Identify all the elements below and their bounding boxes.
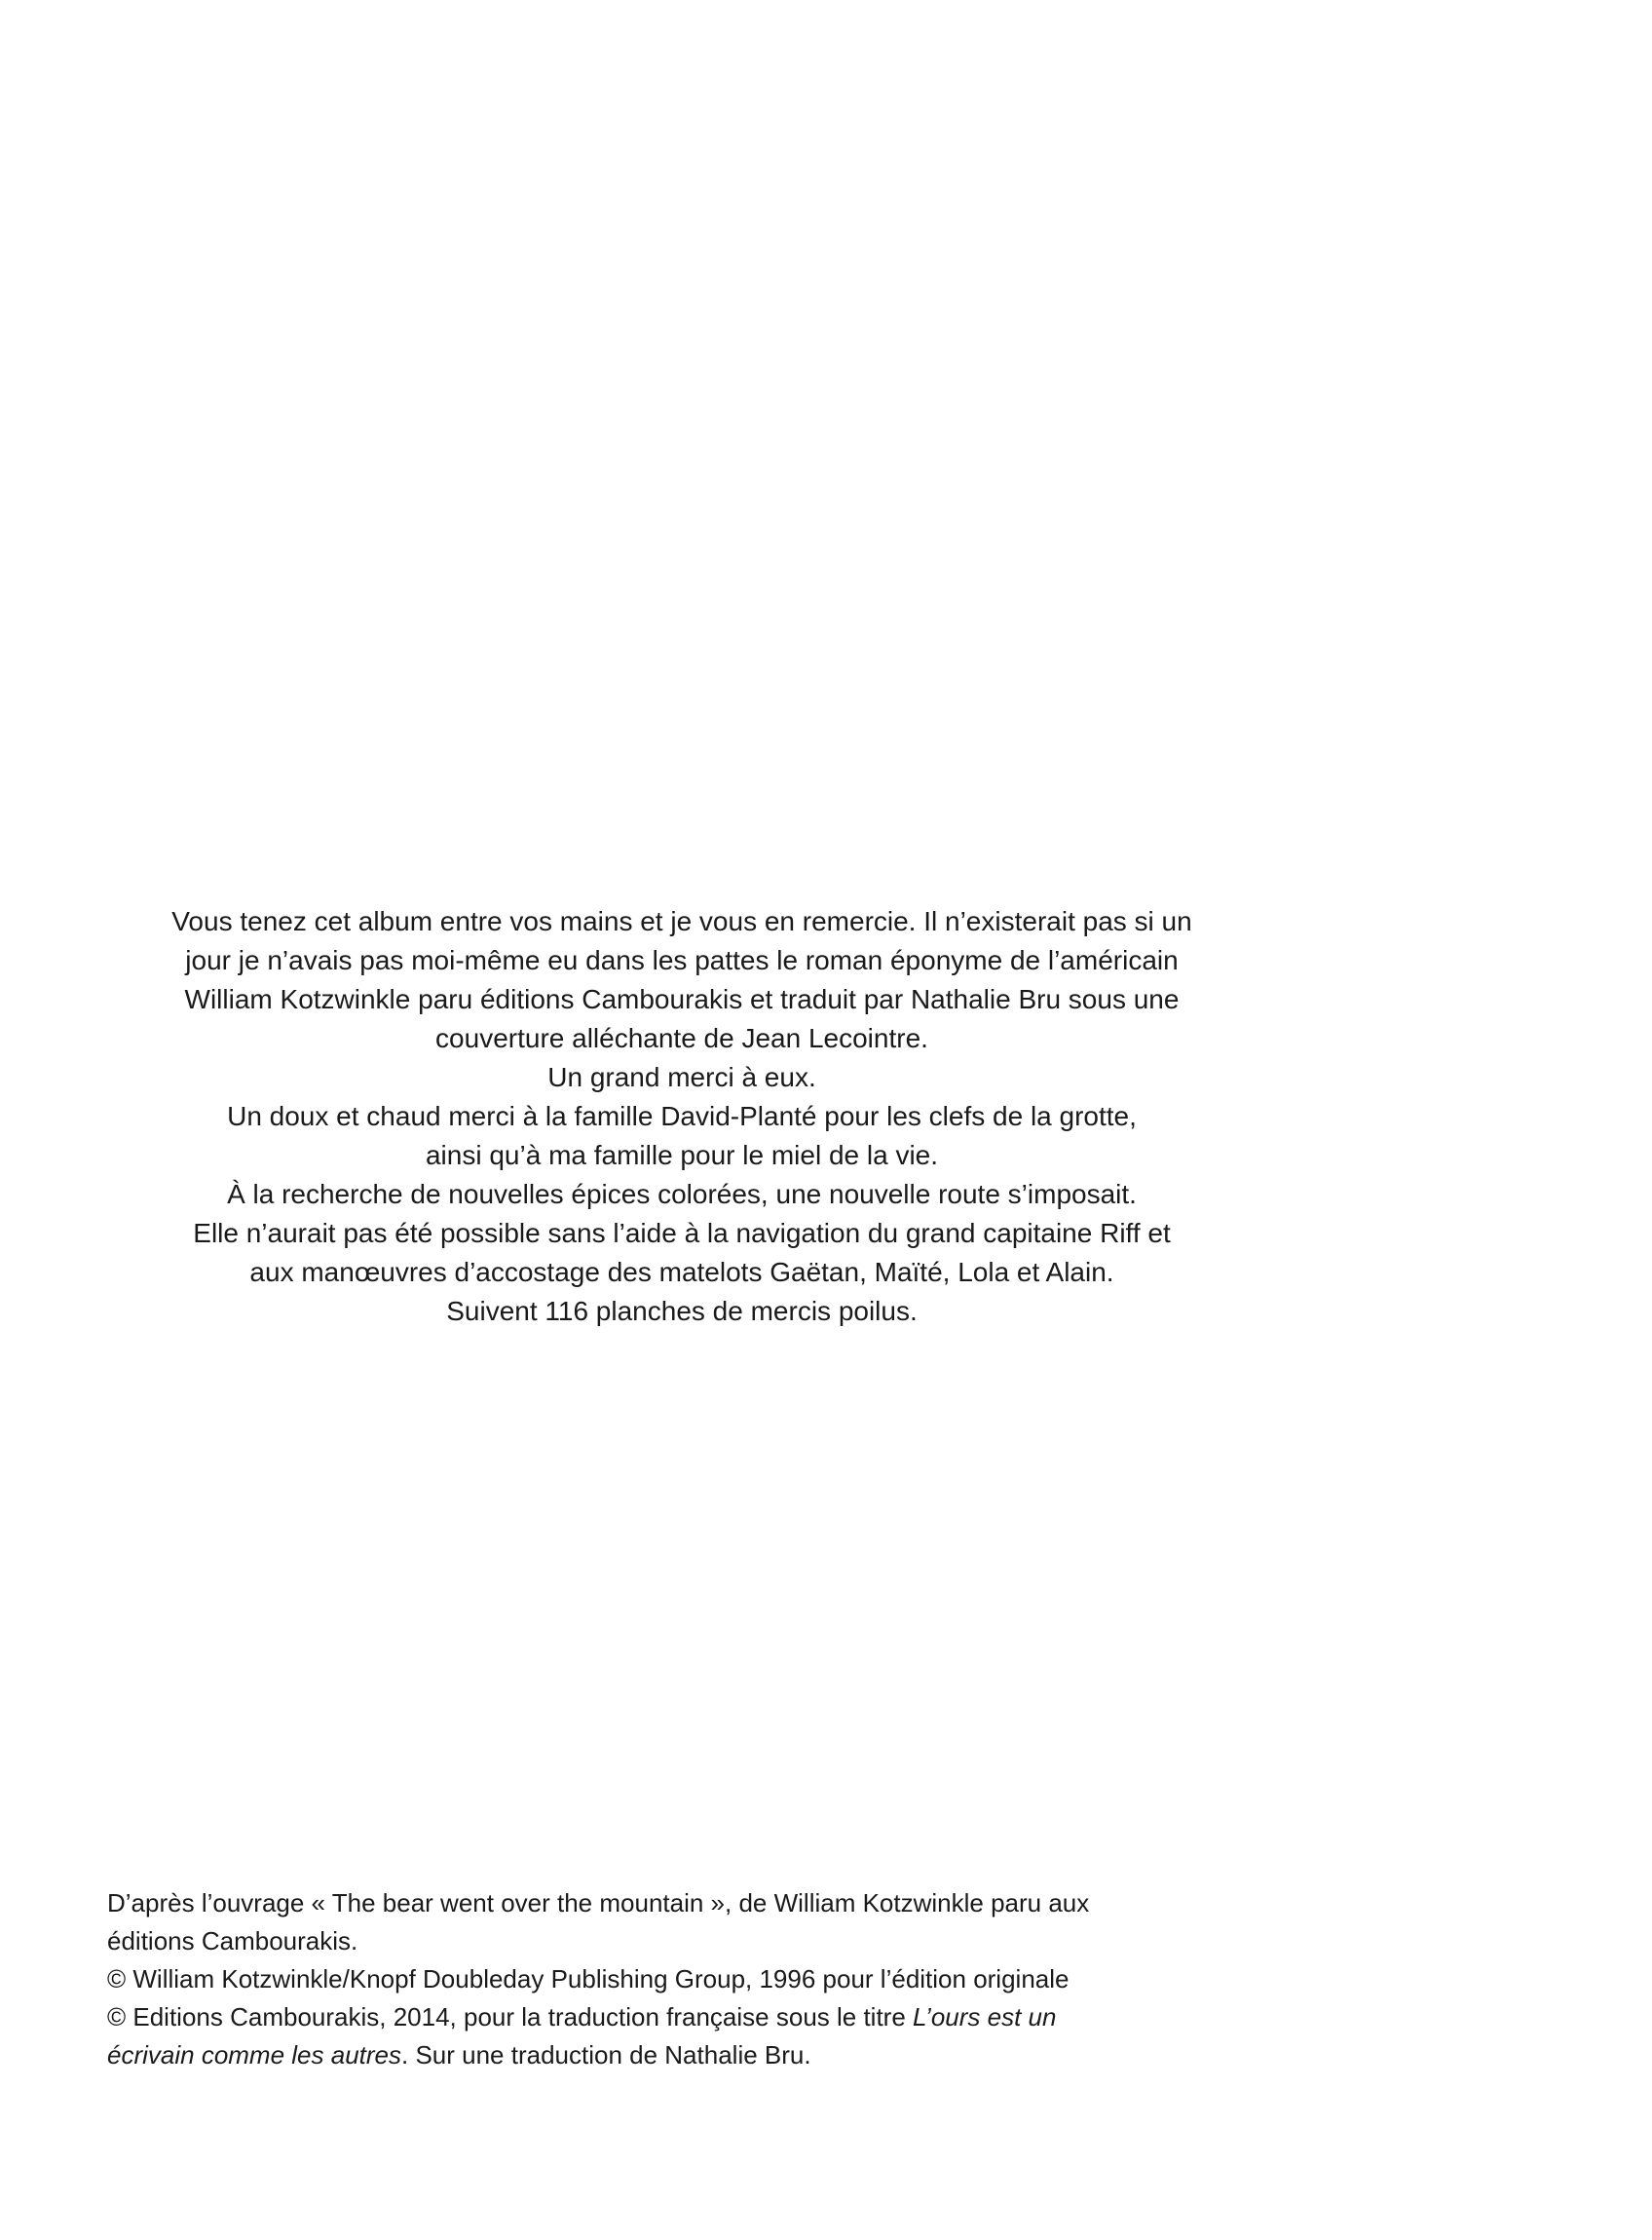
credits-line: D’après l’ouvrage « The bear went over the mountain », de William Kotzwinkle paru aux xyxy=(107,1888,1090,1917)
credits-line xyxy=(107,2036,1179,2074)
credits-line xyxy=(107,1998,1179,2036)
credits-line: © William Kotzwinkle/Knopf Doubleday Publishing Group, 1996 pour l’édition originale xyxy=(107,1964,1070,1993)
dedication-line: Un grand merci à eux. xyxy=(547,1062,816,1092)
dedication-line: aux manœuvres d’accostage des matelots Gaëtan, Maïté, Lola et Alain. xyxy=(249,1257,1114,1287)
dedication-line: couverture alléchante de Jean Lecointre. xyxy=(435,1023,928,1053)
copyright-notice xyxy=(107,1884,1179,2074)
dedication-line: À la recherche de nouvelles épices colorées, une nouvelle route s’imposait. xyxy=(227,1179,1137,1209)
dedication-line: Vous tenez cet album entre vos mains et je vous en remercie. Il n’existerait pas si un xyxy=(171,906,1192,936)
credits-line: éditions Cambourakis. xyxy=(107,1926,358,1955)
book-title-part-1: L’ours est un xyxy=(913,2002,1057,2031)
book-title-part-2: écrivain comme les autres xyxy=(107,2040,401,2069)
dedication-line: Un doux et chaud merci à la famille David-Planté pour les clefs de la grotte, xyxy=(227,1101,1137,1131)
dedication-line: ainsi qu’à ma famille pour le miel de la vie. xyxy=(425,1140,939,1170)
dedication-line: Elle n’aurait pas été possible sans l’aide à la navigation du grand capitaine Riff et xyxy=(193,1218,1171,1248)
dedication-line: jour je n’avais pas moi-même eu dans les pattes le roman éponyme de l’américain xyxy=(185,945,1179,975)
credits-text: © Editions Cambourakis, 2014, pour la traduction française sous le titre xyxy=(107,2002,914,2031)
credits-text: . Sur une traduction de Nathalie Bru. xyxy=(401,2040,811,2069)
dedication-line: William Kotzwinkle paru éditions Cambourakis et traduit par Nathalie Bru sous une xyxy=(184,984,1180,1014)
dedication-line: Suivent 116 planches de mercis poilus. xyxy=(446,1296,918,1326)
dedication-text xyxy=(146,902,1218,1331)
